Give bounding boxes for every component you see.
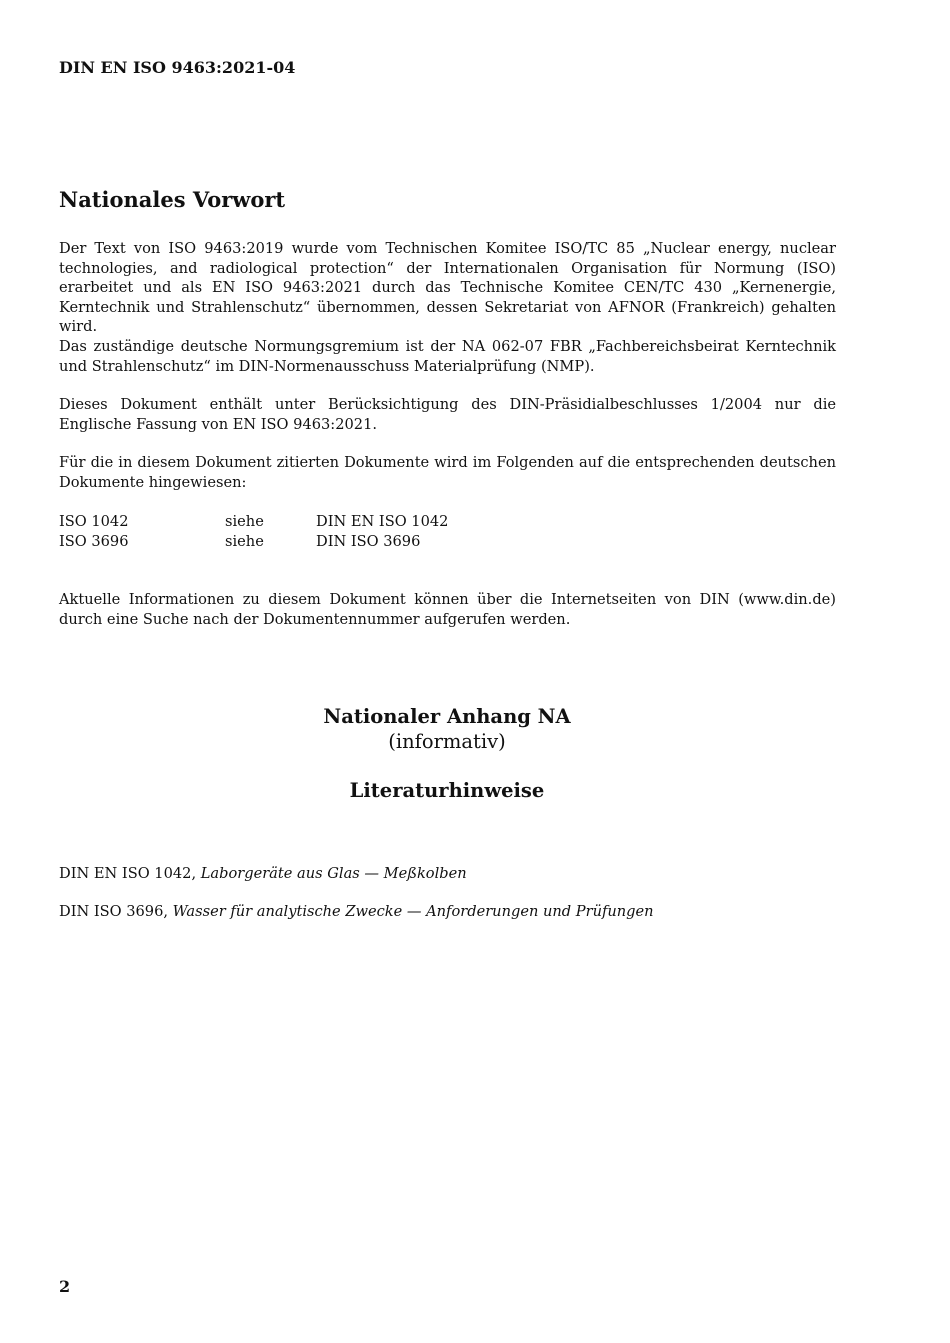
annex-heading-bibliography: Literaturhinweise <box>349 779 545 802</box>
page-number: 2 <box>59 1277 71 1296</box>
annex-title: Nationaler Anhang NA <box>323 705 571 728</box>
bibliography-number: DIN EN ISO 1042, <box>59 865 197 882</box>
foreword-paragraph-3: Dieses Dokument enthält unter Berücksichtigung des DIN-Präsidialbeschlusses 1/2004 nur die Englische Fassung von EN ISO 9463:2021. <box>59 396 836 433</box>
foreword-closing-paragraph: Aktuelle Informationen zu diesem Dokument können über die Internetseiten von DIN (www.din.de) durch eine Suche nach der Dokumentennummer aufgerufen werden. <box>59 591 836 628</box>
bibliography-title: Laborgeräte aus Glas — Meßkolben <box>200 865 467 882</box>
reference-din: DIN EN ISO 1042 <box>316 513 449 530</box>
reference-see: siehe <box>225 513 264 530</box>
annex-subtitle: (informativ) <box>388 730 506 753</box>
reference-iso: ISO 1042 <box>59 513 129 530</box>
reference-din: DIN ISO 3696 <box>316 532 421 550</box>
bibliography-number: DIN ISO 3696, <box>59 903 169 920</box>
reference-row <box>59 512 448 532</box>
reference-see: siehe <box>225 532 264 550</box>
foreword-paragraph-2: Das zuständige deutsche Normungsgremium ist der NA 062-07 FBR „Fachbereichsbeirat Kerntechnik und Strahlenschutz“ im DIN-Normenausschuss Materialprüfung (NMP). <box>59 338 836 375</box>
reference-row <box>59 532 448 552</box>
bibliography-title: Wasser für analytische Zwecke — Anforderungen und Prüfungen <box>172 903 654 920</box>
foreword-paragraph-1: Der Text von ISO 9463:2019 wurde vom Technischen Komitee ISO/TC 85 „Nuclear energy, nuclear technologies, and radiological protection“ der Internationalen Organisation für Normung (ISO) erarbeitet und als EN ISO 9463:2021 durch das Technische Komitee CEN/TC 430 „Kernenergie, Kerntechnik und Strahlenschutz“ übernommen, dessen Sekretariat von AFNOR (Frankreich) gehalten wird. <box>59 240 836 335</box>
reference-iso: ISO 3696 <box>59 532 129 550</box>
foreword-paragraph-4: Für die in diesem Dokument zitierten Dokumente wird im Folgenden auf die entsprechenden deutschen Dokumente hingewiesen: <box>59 454 836 491</box>
document-id-header: DIN EN ISO 9463:2021-04 <box>59 58 296 77</box>
bibliography-entry <box>59 903 654 920</box>
reference-table <box>59 512 448 551</box>
section-title-foreword: Nationales Vorwort <box>59 187 286 212</box>
bibliography-entry <box>59 865 467 882</box>
